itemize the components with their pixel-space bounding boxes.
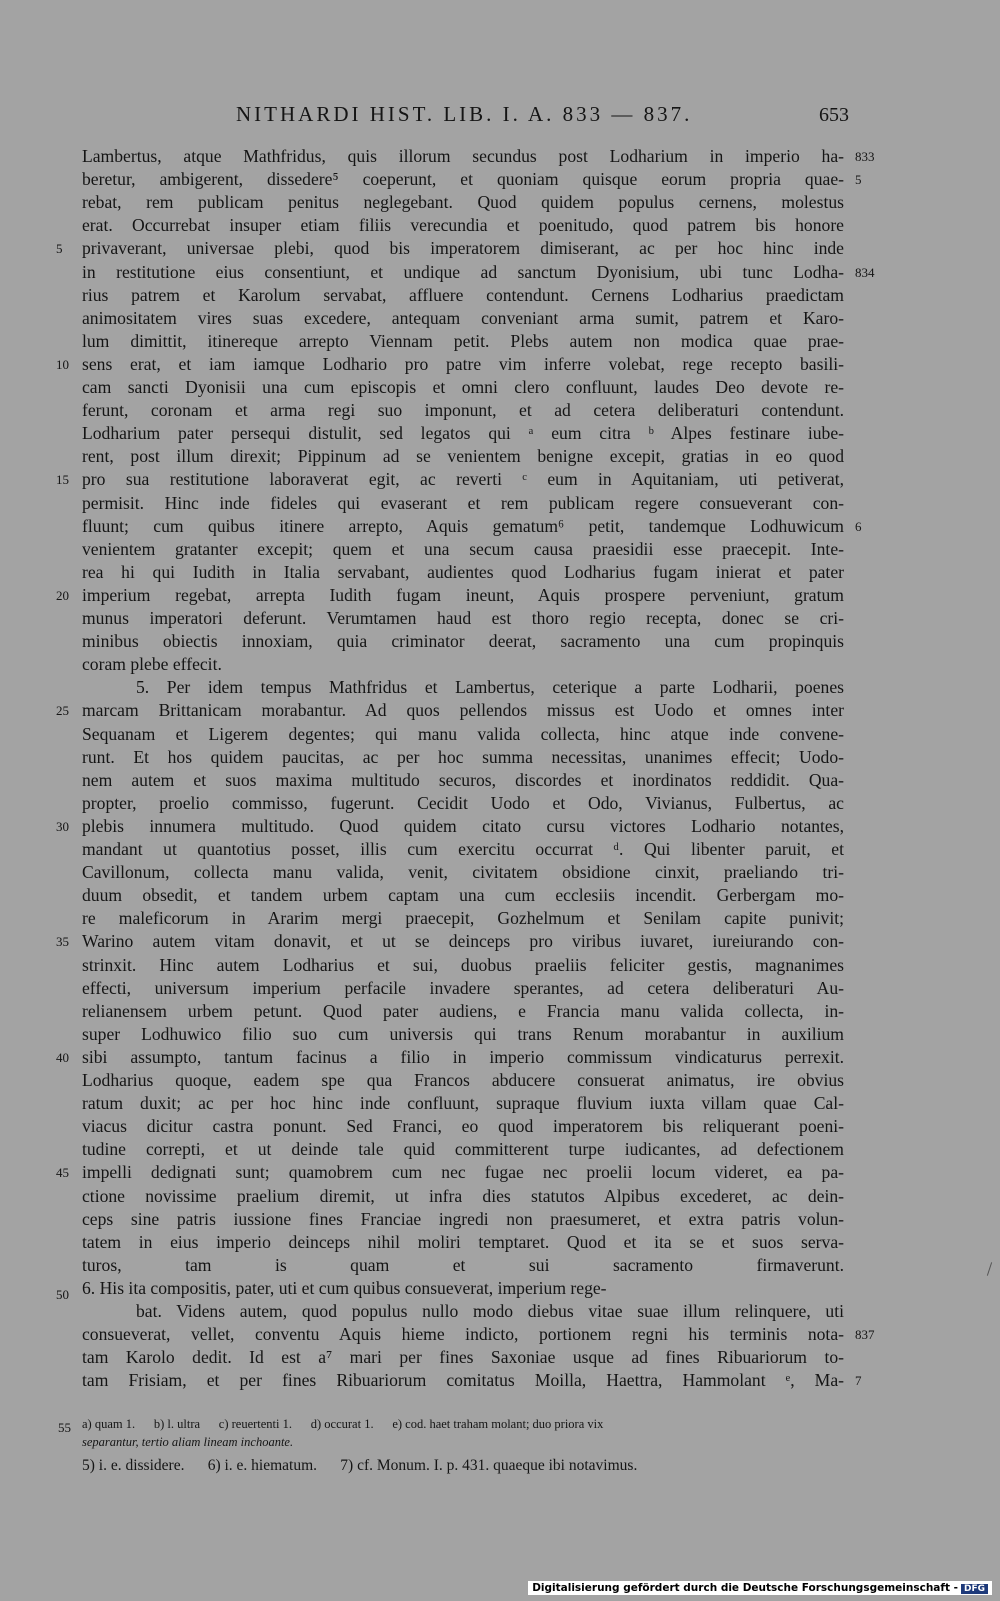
- text-line: turos, tam is quam et sui sacramento firmaverunt.: [82, 1254, 844, 1275]
- margin-note: 834: [855, 264, 875, 280]
- text-line: super Lodhuwico filio suo cum universis qui trans Renum morabantur in auxilium: [82, 1023, 844, 1044]
- text-line: lum dimittit, itinereque arrepto Viennam petit. Plebs autem non modica quae prae-: [82, 330, 844, 351]
- text-line: munus imperatori deferunt. Verumtamen haud est thoro regio recepta, donec se cri-: [82, 608, 844, 628]
- text-line: rea hi qui Iudith in Italia servabant, audientes quod Lodharius fugam inierat et pater: [82, 561, 844, 582]
- text-line: nem autem et suos maxima multitudo securos, discordes et inordinatos reddidit. Qua-: [82, 769, 844, 790]
- text-line: effecti, universum imperium perfacile invadere sperantes, ad cetera deliberaturi Au-: [82, 977, 844, 998]
- credit-text: Digitalisierung gefördert durch die Deutsche Forschungsgemeinschaft -: [532, 1582, 958, 1594]
- text-line: minibus obiectis innoxiam, quia criminator deerat, sacramento una cum propinquis: [82, 631, 844, 652]
- text-line: bat. Videns autem, quod populus nullo modo diebus vitae suae illum relinquere, uti: [136, 1301, 844, 1321]
- text-line: fluunt; cum quibus itinere arrepto, Aquis gematum⁶ petit, tandemque Lodhuwicum: [82, 515, 844, 536]
- line-number: 20: [56, 587, 69, 603]
- text-line: plebis innumera multitudo. Quod quidem citato cursu victores Lodhario notantes,: [82, 815, 844, 836]
- text-line: duum obsedit, et tandem urbem captam una cum ecclesiis incendit. Gerbergam mo-: [82, 885, 844, 906]
- scan-mark: [987, 1262, 992, 1276]
- margin-note: 837: [855, 1327, 875, 1343]
- line-number: 35: [56, 934, 69, 950]
- text-line: Warino autem vitam donavit, et ut se deinceps pro viribus iuvaret, iureiurando con-: [82, 931, 844, 952]
- margin-note: 833: [855, 149, 875, 164]
- text-line: sibi assumpto, tantum facinus a filio in imperio commissum vindicaturus perrexit.: [82, 1046, 844, 1067]
- running-title: NITHARDI HIST. LIB. I. A. 833 — 837.: [236, 102, 693, 126]
- text-line: privaverant, universae plebi, quod bis imperatorem dimiserant, ac per hoc hinc inde: [82, 238, 844, 259]
- line-number: 30: [56, 818, 69, 834]
- text-line: Lodharium pater persequi distulit, sed legatos qui ᵃ eum citra ᵇ Alpes festinare iube-: [82, 423, 844, 444]
- text-line: venientem gratanter excepit; quem et una secum causa praesidii esse praecepit. Inte-: [82, 538, 844, 559]
- digitization-credit: [528, 1581, 992, 1595]
- text-line: pro sua restitutione laboraverat egit, ac reverti ᶜ eum in Aquitaniam, uti petiverat,: [82, 469, 844, 490]
- line-number: 50: [56, 1286, 69, 1302]
- footnote-notes: 5) i. e. dissidere. 6) i. e. hiematum. 7) cf. Monum. I. p. 431. quaeque ibi notavimus.: [82, 1457, 638, 1474]
- text-line: tam Frisiam, et per fines Ribuariorum comitatus Moilla, Haettra, Hammolant ᵉ, Ma-: [82, 1370, 844, 1391]
- line-number: 10: [56, 356, 69, 372]
- text-line: beretur, ambigerent, dissedere⁵ coeperunt, et quoniam quisque eorum propria quae-: [82, 169, 844, 190]
- text-line: re maleficorum in Ararim mergi praecepit, Gozhelmum et Senilam capite punivit;: [82, 908, 844, 929]
- text-line: ratum duxit; ac per hoc hinc inde confluunt, supraque fluvium iuxta villam quae Cal-: [82, 1093, 844, 1114]
- footnote-line-number: 55: [58, 1420, 71, 1435]
- text-line: ceps sine patris iussione fines Franciae ingredi non praesumeret, et extra patris volun-: [82, 1208, 844, 1229]
- line-number: 15: [56, 472, 69, 488]
- text-line: permisit. Hinc inde fideles qui evaserant et rem publicam regere consueverant con-: [82, 492, 844, 513]
- text-line: viacus dicitur castra ponunt. Sed Franci, eo quod imperatorem bis reliquerant poeni-: [82, 1116, 844, 1137]
- line-number: 45: [56, 1165, 69, 1181]
- text-line: marcam Brittanicam morabantur. Ad quos pellendos missus est Uodo et omnes inter: [82, 700, 844, 721]
- text-line: mandant ut quantotius posset, illis cum exercitu occurrat ᵈ. Qui libenter paruit, et: [82, 839, 844, 859]
- text-line: animositatem vires suas excedere, antequam conveniant arma sumit, patrem et Karo-: [82, 307, 844, 328]
- text-line: rent, post illum direxit; Pippinum ad se venientem benigne excepit, gratias in eo quod: [82, 446, 844, 467]
- text-line: erat. Occurrebat insuper etiam filiis verecundia et poenitudo, quod patrem bis honore: [82, 215, 844, 236]
- text-line: strinxit. Hinc autem Lodharius et sui, duobus praeliis feliciter gestis, magnanimes: [82, 954, 844, 975]
- margin-note: 5: [855, 172, 862, 188]
- text-line: ctione novissime praelium diremit, ut infra dies statutos Alpibus excederet, ac dein-: [82, 1185, 844, 1206]
- text-line: rius patrem et Karolum servabat, affluere contendunt. Cernens Lodharius praedictam: [82, 284, 844, 305]
- line-number: 25: [56, 703, 69, 719]
- margin-note: 6: [855, 518, 862, 534]
- text-line: Lambertus, atque Mathfridus, quis illorum secundus post Lodharium in imperio ha-: [82, 146, 844, 166]
- text-line: ferunt, coronam et arma regi suo imponunt, et ad cetera deliberaturi contendunt.: [82, 400, 844, 421]
- text-line: runt. Et hos quidem paucitas, ac per hoc summa necessitas, unanimes effecit; Uodo-: [82, 746, 844, 767]
- text-line: in restitutione eius consentiunt, et undique ad sanctum Dyonisium, ubi tunc Lodha-: [82, 261, 844, 282]
- page-header: [0, 100, 1000, 134]
- text-line: 5. Per idem tempus Mathfridus et Lambertus, ceterique a parte Lodharii, poenes: [136, 677, 844, 698]
- footnote-apparatus: a) quam 1. b) l. ultra c) reuertenti 1. d) occurat 1. e) cod. haet traham molant; duo priora vix: [82, 1417, 604, 1431]
- margin-note: 7: [855, 1373, 862, 1389]
- text-line: imperium regebat, arrepta Iudith fugam ineunt, Aquis prospere perveniunt, gratum: [82, 584, 844, 605]
- text-line: tam Karolo dedit. Id est a⁷ mari per fines Saxoniae usque ad fines Ribuariorum to-: [82, 1347, 844, 1368]
- text-line: relianensem urbem petunt. Quod pater audiens, e Francia manu valida collecta, in-: [82, 1000, 844, 1021]
- text-line: cam sancti Dyonisii una cum episcopis et omni clero confluunt, laudes Deo devote re-: [82, 377, 844, 397]
- text-line: rebat, rem publicam penitus neglegebant. Quod quidem populus cernens, molestus: [82, 192, 844, 213]
- text-line: sens erat, et iam iamque Lodhario pro patre vim inferre volebat, rege recepto basili-: [82, 353, 844, 374]
- line-number: 40: [56, 1049, 69, 1065]
- text-line: consueverat, vellet, conventu Aquis hieme indicto, portionem regni his terminis nota-: [82, 1324, 844, 1345]
- text-line: tatem in eius imperio deinceps nihil moliri temptaret. Quod et ita se et suos serva-: [82, 1231, 844, 1252]
- text-line: impelli dedignati sunt; quamobrem cum nec fugae nec proelii locum videret, ea pa-: [82, 1162, 844, 1183]
- text-line: Cavillonum, collecta manu valida, venit, civitatem obsidione cinxit, praeliando tri-: [82, 862, 844, 883]
- text-line: coram plebe effecit.: [82, 654, 222, 675]
- text-line: propter, proelio commisso, fugerunt. Cecidit Uodo et Odo, Vivianus, Fulbertus, ac: [82, 792, 844, 813]
- page-number: 653: [819, 104, 849, 126]
- text-line: Lodharius quoque, eadem spe qua Francos abducere consuerat animatus, ire obvius: [82, 1070, 844, 1090]
- dfg-logo: DFG: [961, 1584, 988, 1594]
- footnote-apparatus-continued: separantur, tertio aliam lineam inchoante.: [82, 1435, 294, 1449]
- line-number: 5: [56, 241, 63, 257]
- text-line: 6. His ita compositis, pater, uti et cum quibus consueverat, imperium rege-: [82, 1277, 607, 1298]
- text-line: tudine correpti, et ut deinde tale quid committerent turpe iudicantes, ad defectionem: [82, 1139, 844, 1160]
- text-line: Sequanam et Ligerem degentes; qui manu valida collecta, hinc atque inde convene-: [82, 723, 844, 744]
